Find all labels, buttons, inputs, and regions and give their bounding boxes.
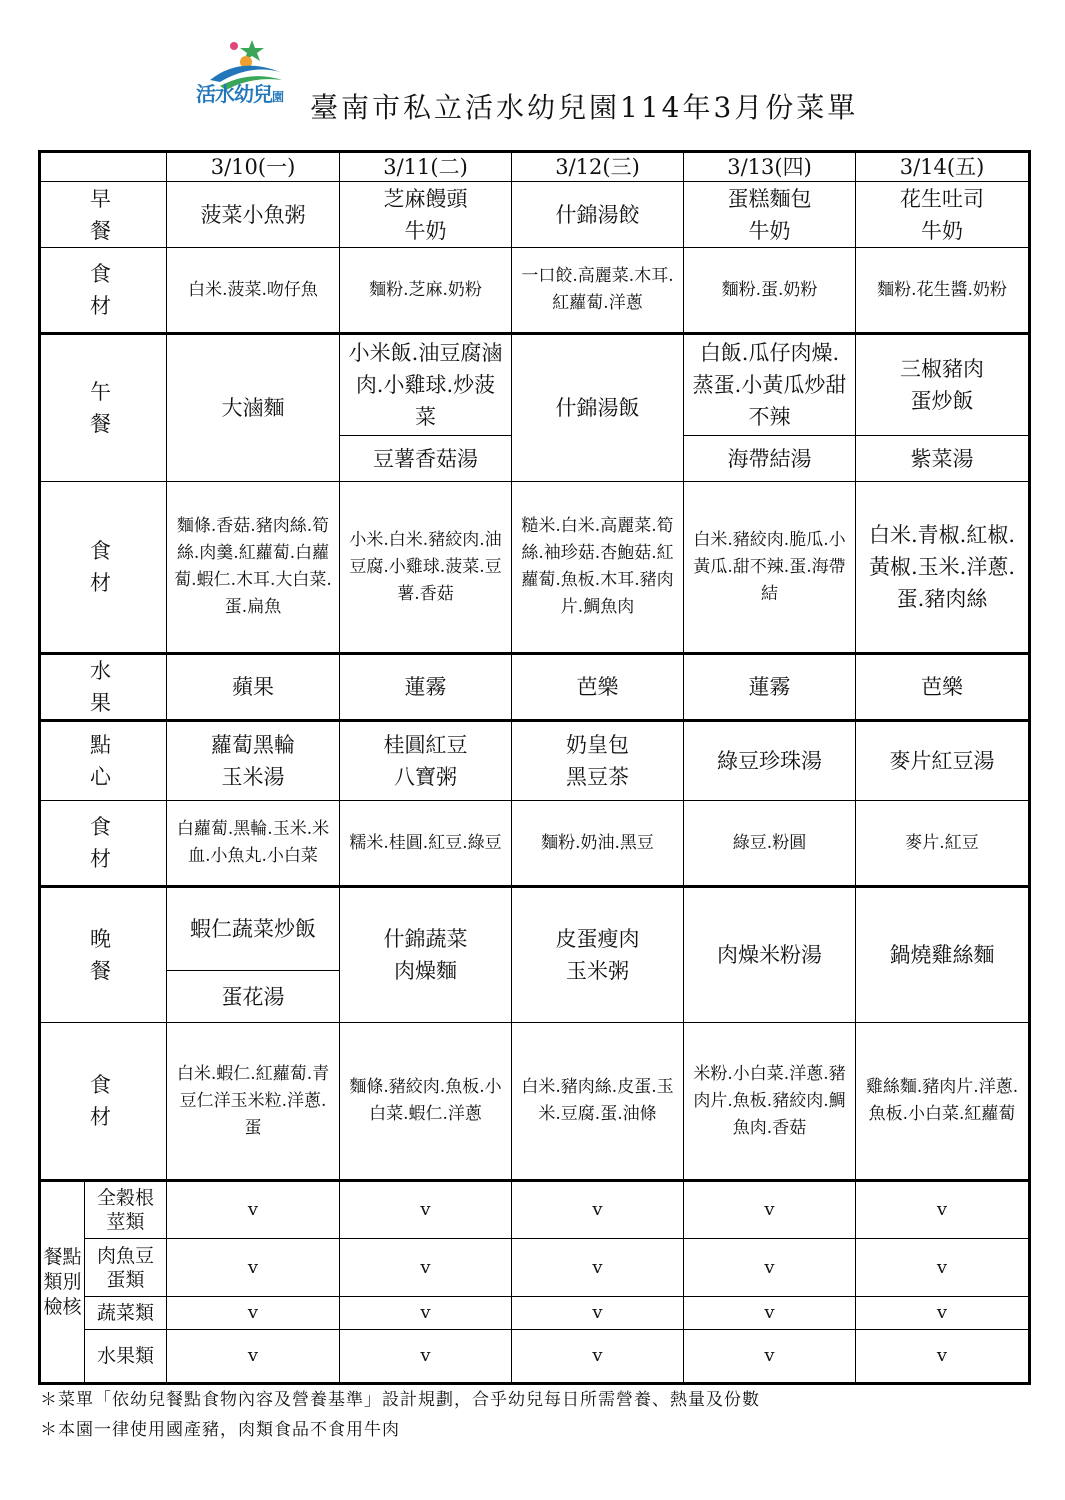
breakfast-cell: 什錦湯餃	[512, 182, 684, 248]
date-header: 3/10(一)	[167, 152, 340, 182]
ingredients-cell: 麵條.香菇.豬肉絲.筍絲.肉羹.紅蘿蔔.白蘿蔔.蝦仁.木耳.大白菜.蛋.扁魚	[167, 482, 340, 654]
check-mark: v	[856, 1330, 1030, 1384]
ingredients-cell: 米粉.小白菜.洋蔥.豬肉片.魚板.豬絞肉.鯛魚肉.香菇	[684, 1023, 856, 1181]
dinner-cell: 鍋燒雞絲麵	[856, 887, 1030, 1023]
check-mark: v	[167, 1297, 340, 1330]
footnote: ＊本園一律使用國產豬，肉類食品不食用牛肉	[40, 1420, 400, 1440]
check-mark: v	[856, 1297, 1030, 1330]
breakfast-cell: 芝麻饅頭 牛奶	[340, 182, 512, 248]
dinner-label: 晚餐	[40, 887, 167, 1023]
lunch-soup-cell: 紫菜湯	[856, 436, 1030, 482]
dinner-row	[40, 887, 1030, 971]
check-category: 全穀根 莖類	[85, 1181, 167, 1239]
lunch-main-cell: 小米飯.油豆腐滷肉.小雞球.炒菠菜	[340, 334, 512, 436]
check-row	[40, 1330, 1030, 1384]
snack-row	[40, 721, 1030, 801]
lunch-soup-cell: 豆薯香菇湯	[340, 436, 512, 482]
check-mark: v	[167, 1330, 340, 1384]
page-title: 臺南市私立活水幼兒園114年3月份菜單	[310, 91, 859, 124]
ingredients-cell: 雞絲麵.豬肉片.洋蔥.魚板.小白菜.紅蘿蔔	[856, 1023, 1030, 1181]
fruit-cell: 蓮霧	[684, 654, 856, 721]
ingredients-cell: 麵粉.花生醬.奶粉	[856, 248, 1030, 334]
snack-cell: 麥片紅豆湯	[856, 721, 1030, 801]
breakfast-cell: 菠菜小魚粥	[167, 182, 340, 248]
ingredients-cell: 白米.菠菜.吻仔魚	[167, 248, 340, 334]
lunch-ingredients-row	[40, 482, 1030, 654]
ingredients-cell: 白米.蝦仁.紅蘿蔔.青豆仁洋玉米粒.洋蔥.蛋	[167, 1023, 340, 1181]
check-mark: v	[856, 1181, 1030, 1239]
date-header: 3/14(五)	[856, 152, 1030, 182]
fruit-cell: 芭樂	[512, 654, 684, 721]
ingredients-cell: 一口餃.高麗菜.木耳.紅蘿蔔.洋蔥	[512, 248, 684, 334]
dinner-cell: 皮蛋瘦肉 玉米粥	[512, 887, 684, 1023]
menu-table	[38, 150, 1031, 1385]
footnotes	[40, 1385, 760, 1445]
ingredients-cell: 白米.青椒.紅椒.黃椒.玉米.洋蔥.蛋.豬肉絲	[856, 482, 1030, 654]
lunch-label: 午餐	[40, 334, 167, 482]
fruit-cell: 芭樂	[856, 654, 1030, 721]
check-mark: v	[684, 1330, 856, 1384]
ingredients-cell: 糙米.白米.高麗菜.筍絲.袖珍菇.杏鮑菇.紅蘿蔔.魚板.木耳.豬肉片.鯛魚肉	[512, 482, 684, 654]
check-mark: v	[684, 1239, 856, 1297]
date-header: 3/11(二)	[340, 152, 512, 182]
check-category: 蔬菜類	[85, 1297, 167, 1330]
check-mark: v	[684, 1297, 856, 1330]
lunch-main-cell: 白飯.瓜仔肉燥.蒸蛋.小黃瓜炒甜不辣	[684, 334, 856, 436]
lunch-row	[40, 334, 1030, 436]
check-row	[40, 1181, 1030, 1239]
check-row	[40, 1239, 1030, 1297]
ingredients-cell: 麵條.豬絞肉.魚板.小白菜.蝦仁.洋蔥	[340, 1023, 512, 1181]
check-row	[40, 1297, 1030, 1330]
check-mark: v	[340, 1239, 512, 1297]
page-header	[0, 30, 1065, 140]
dinner-ingredients-row	[40, 1023, 1030, 1181]
fruit-label: 水果	[40, 654, 167, 721]
snack-ingredients-row	[40, 801, 1030, 887]
check-mark: v	[856, 1239, 1030, 1297]
check-mark: v	[167, 1239, 340, 1297]
snack-cell: 綠豆珍珠湯	[684, 721, 856, 801]
breakfast-cell: 蛋糕麵包 牛奶	[684, 182, 856, 248]
ingredients-label: 食材	[40, 801, 167, 887]
breakfast-label: 早餐	[40, 182, 167, 248]
ingredients-cell: 麵粉.奶油.黑豆	[512, 801, 684, 887]
fruit-cell: 蘋果	[167, 654, 340, 721]
breakfast-cell: 花生吐司 牛奶	[856, 182, 1030, 248]
footnote: ＊菜單「依幼兒餐點食物內容及營養基準」設計規劃，合乎幼兒每日所需營養、熱量及份數	[40, 1390, 760, 1410]
breakfast-ingredients-row	[40, 248, 1030, 334]
lunch-soup-cell: 海帶結湯	[684, 436, 856, 482]
snack-label: 點心	[40, 721, 167, 801]
check-mark: v	[512, 1330, 684, 1384]
ingredients-label: 食材	[40, 1023, 167, 1181]
breakfast-row	[40, 182, 1030, 248]
ingredients-cell: 綠豆.粉圓	[684, 801, 856, 887]
lunch-main-cell: 三椒豬肉 蛋炒飯	[856, 334, 1030, 436]
check-mark: v	[684, 1181, 856, 1239]
ingredients-cell: 白蘿蔔.黑輪.玉米.米血.小魚丸.小白菜	[167, 801, 340, 887]
check-section-label: 餐點類別檢核	[40, 1181, 85, 1384]
check-mark: v	[340, 1181, 512, 1239]
ingredients-cell: 糯米.桂圓.紅豆.綠豆	[340, 801, 512, 887]
logo-text: 活水幼兒園	[196, 82, 284, 106]
corner-cell	[40, 152, 167, 182]
check-category: 水果類	[85, 1330, 167, 1384]
fruit-cell: 蓮霧	[340, 654, 512, 721]
check-mark: v	[340, 1297, 512, 1330]
ingredients-cell: 麥片.紅豆	[856, 801, 1030, 887]
check-mark: v	[512, 1181, 684, 1239]
dinner-cell: 什錦蔬菜 肉燥麵	[340, 887, 512, 1023]
lunch-cell: 什錦湯飯	[512, 334, 684, 482]
dinner-main-cell: 蝦仁蔬菜炒飯	[167, 887, 340, 971]
check-category: 肉魚豆 蛋類	[85, 1239, 167, 1297]
ingredients-label: 食材	[40, 482, 167, 654]
ingredients-cell: 小米.白米.豬絞肉.油豆腐.小雞球.菠菜.豆薯.香菇	[340, 482, 512, 654]
check-mark: v	[340, 1330, 512, 1384]
fruit-row	[40, 654, 1030, 721]
snack-cell: 桂圓紅豆 八寶粥	[340, 721, 512, 801]
check-mark: v	[167, 1181, 340, 1239]
check-mark: v	[512, 1239, 684, 1297]
ingredients-cell: 白米.豬絞肉.脆瓜.小黃瓜.甜不辣.蛋.海帶結	[684, 482, 856, 654]
snack-cell: 奶皇包 黑豆茶	[512, 721, 684, 801]
dinner-soup-cell: 蛋花湯	[167, 971, 340, 1023]
date-row	[40, 152, 1030, 182]
snack-cell: 蘿蔔黑輪 玉米湯	[167, 721, 340, 801]
check-mark: v	[512, 1297, 684, 1330]
date-header: 3/12(三)	[512, 152, 684, 182]
ingredients-cell: 麵粉.芝麻.奶粉	[340, 248, 512, 334]
ingredients-cell: 白米.豬肉絲.皮蛋.玉米.豆腐.蛋.油條	[512, 1023, 684, 1181]
ingredients-cell: 麵粉.蛋.奶粉	[684, 248, 856, 334]
date-header: 3/13(四)	[684, 152, 856, 182]
dinner-cell: 肉燥米粉湯	[684, 887, 856, 1023]
ingredients-label: 食材	[40, 248, 167, 334]
lunch-cell: 大滷麵	[167, 334, 340, 482]
